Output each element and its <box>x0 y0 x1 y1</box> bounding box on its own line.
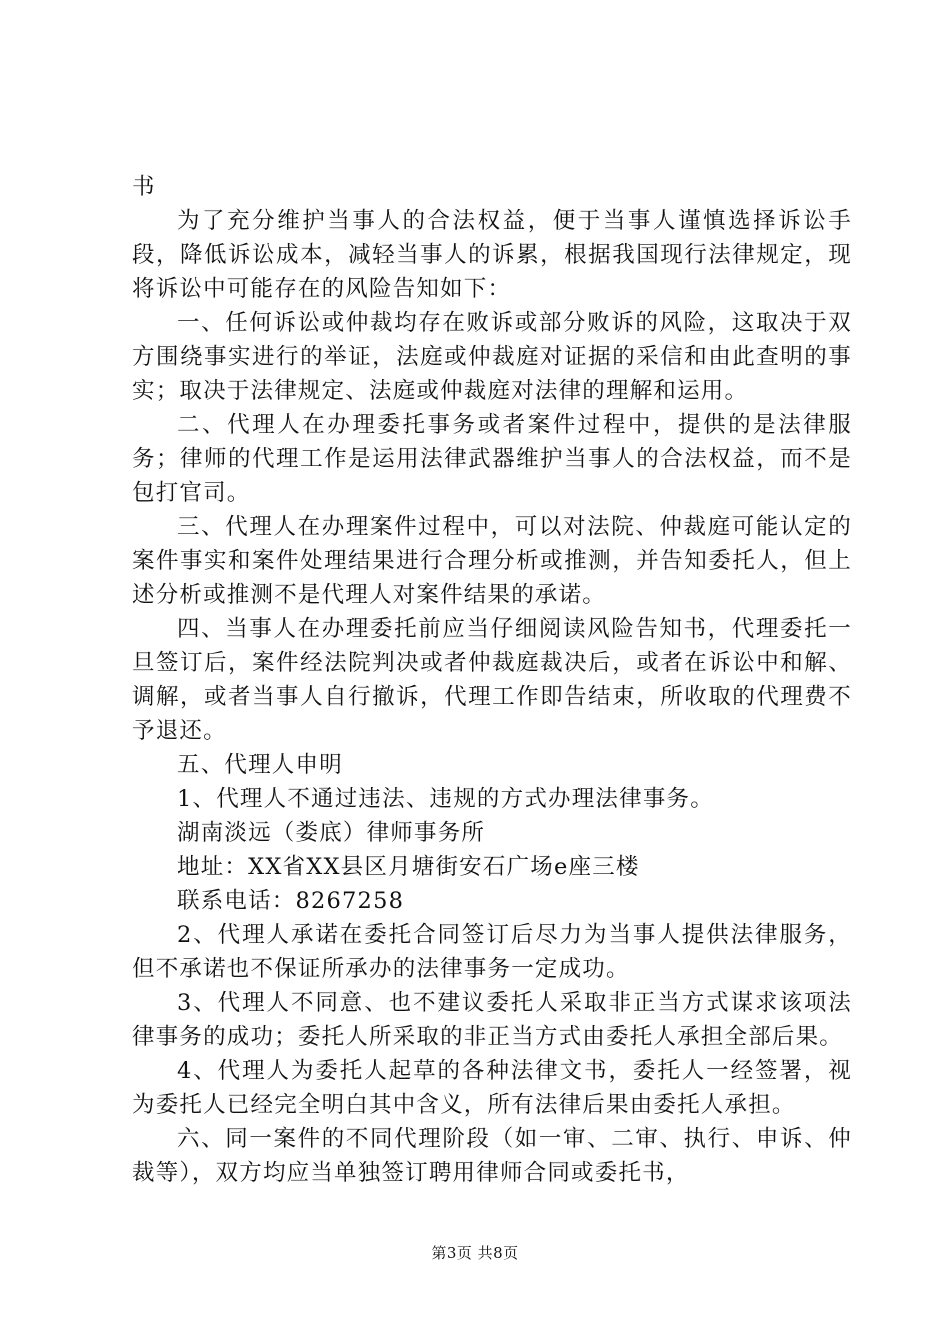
paragraph-risk-1: 一、任何诉讼或仲裁均存在败诉或部分败诉的风险，这取决于双方围绕事实进行的举证，法庭或仲裁庭对证据的采信和由此查明的事实；取决于法律规定、法庭或仲裁庭对法律的理解和运用。 <box>132 310 852 404</box>
law-firm-phone: 联系电话：8267258 <box>177 888 405 914</box>
paragraph-declaration-3: 3、代理人不同意、也不建议委托人采取非正当方式谋求该项法律事务的成功；委托人所采取的非正当方式由委托人承担全部后果。 <box>132 990 852 1050</box>
section-heading-declaration: 五、代理人申明 <box>177 752 343 778</box>
law-firm-address: 地址：XX省XX县区月塘街安石广场e座三楼 <box>177 854 640 880</box>
page-number-footer: 第3页 共8页 <box>431 1244 519 1262</box>
paragraph-intro: 为了充分维护当事人的合法权益，便于当事人谨慎选择诉讼手段，降低诉讼成本，减轻当事人的诉累，根据我国现行法律规定，现将诉讼中可能存在的风险告知如下： <box>132 208 852 302</box>
document-body <box>132 170 852 1190</box>
paragraph-declaration-2: 2、代理人承诺在委托合同签订后尽力为当事人提供法律服务，但不承诺也不保证所承办的法律事务一定成功。 <box>132 922 852 982</box>
paragraph-heading-fragment: 书 <box>132 174 156 200</box>
law-firm-name: 湖南淡远（娄底）律师事务所 <box>177 820 486 846</box>
paragraph-declaration-4: 4、代理人为委托人起草的各种法律文书，委托人一经签署，视为委托人已经完全明白其中含义，所有法律后果由委托人承担。 <box>132 1058 852 1118</box>
paragraph-risk-4: 四、当事人在办理委托前应当仔细阅读风险告知书，代理委托一旦签订后，案件经法院判决或者仲裁庭裁决后，或者在诉讼中和解、调解，或者当事人自行撤诉，代理工作即告结束，所收取的代理费不予退还。 <box>132 616 852 744</box>
paragraph-risk-6: 六、同一案件的不同代理阶段（如一审、二审、执行、申诉、仲裁等），双方均应当单独签订聘用律师合同或委托书， <box>132 1126 852 1186</box>
paragraph-declaration-1: 1、代理人不通过违法、违规的方式办理法律事务。 <box>177 786 714 812</box>
paragraph-risk-2: 二、代理人在办理委托事务或者案件过程中，提供的是法律服务；律师的代理工作是运用法律武器维护当事人的合法权益，而不是包打官司。 <box>132 412 852 506</box>
paragraph-risk-3: 三、代理人在办理案件过程中，可以对法院、仲裁庭可能认定的案件事实和案件处理结果进行合理分析或推测，并告知委托人，但上述分析或推测不是代理人对案件结果的承诺。 <box>132 514 852 608</box>
